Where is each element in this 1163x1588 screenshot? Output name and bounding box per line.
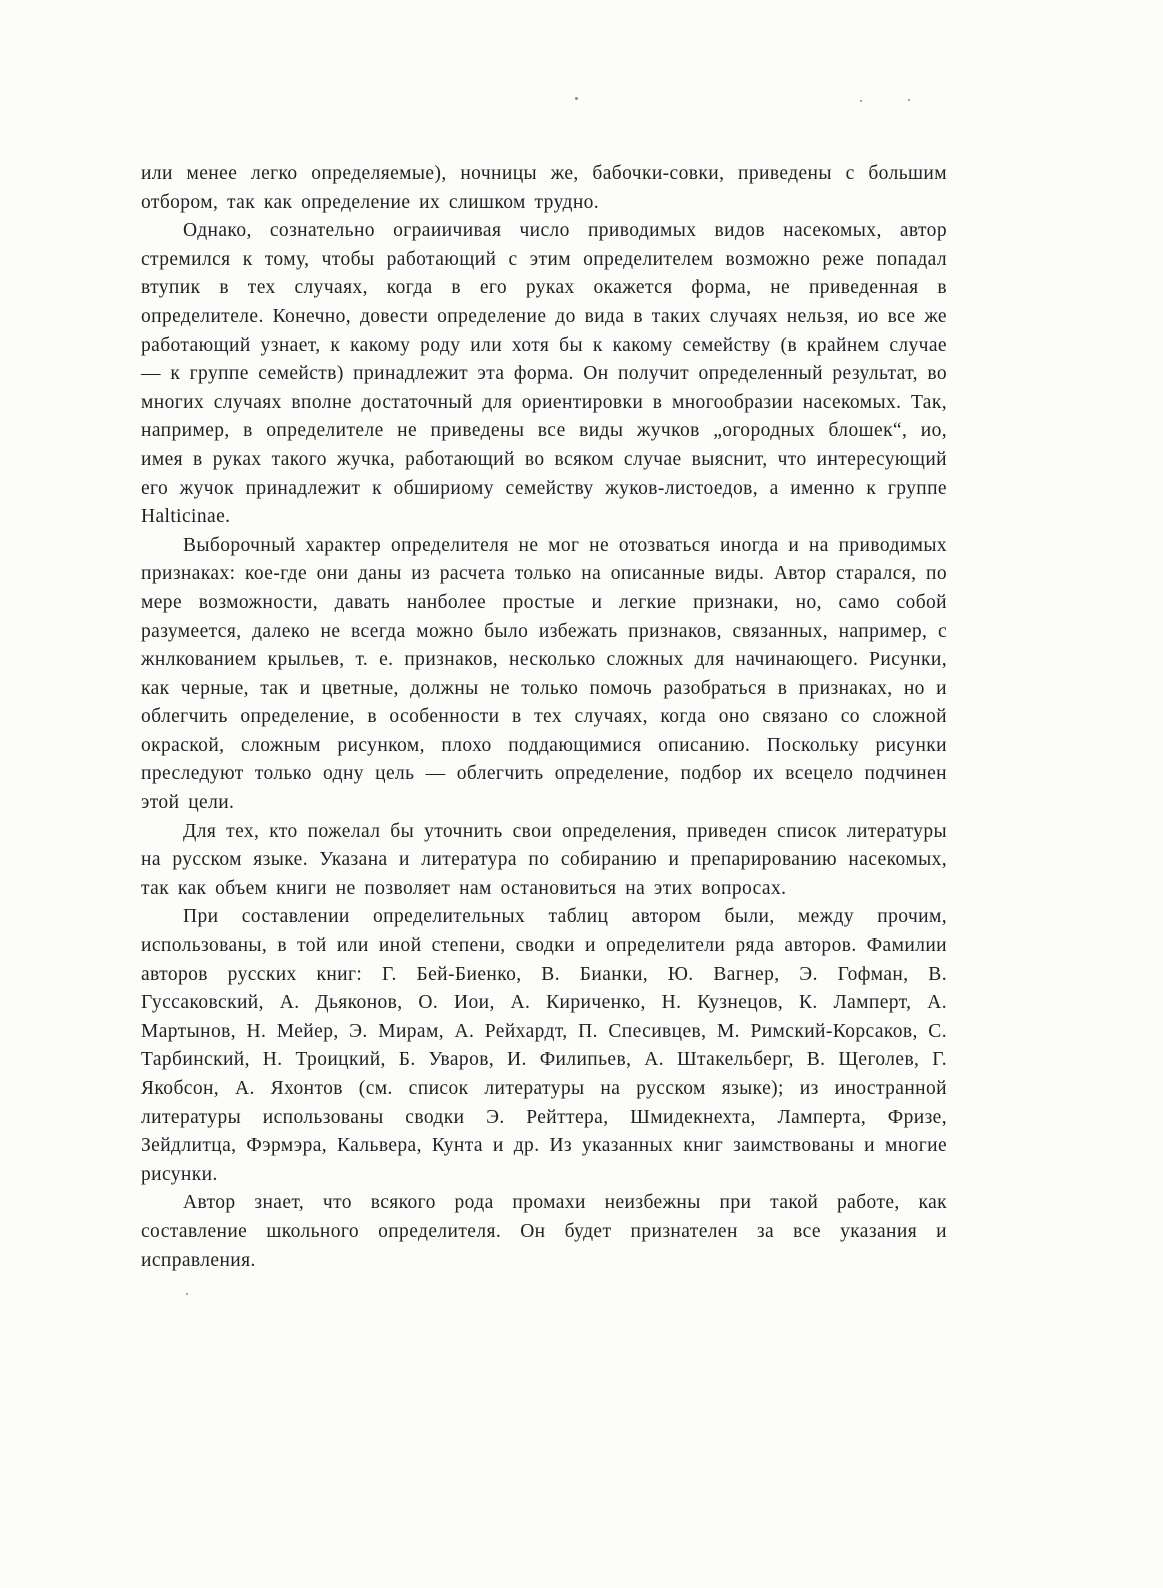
page-text-block bbox=[141, 160, 947, 1275]
paragraph: Автор знает, что всякого рода промахи неизбежны при такой работе, как составление школьного определителя. Он будет признателен за все указания и исправления. bbox=[141, 1192, 947, 1271]
paragraph: Однако, сознательно ограиичивая число приводимых видов насекомых, автор стремился к тому, чтобы работающий с этим определителем возможно реже попадал втупик в тех случаях, когда в его руках окажется форма, не приведенная в определителе. Конечно, довести определение до вида в таких случаях нельзя, ио все же работающий узнает, к какому роду или хотя бы к какому семейству (в крайнем случае — к группе семейств) принадлежит эта форма. Он получит определенный результат, во многих случаях вполне достаточный для ориентировки в многообразии насекомых. Так, например, в определителе не приведены все виды жучков „огородных блошек“, ио, имея в руках такого жучка, работающий во всяком случае выяснит, что интересующий его жучок принадлежит к обшириому семейству жуков-листоедов, а именно к группе Halticinae. bbox=[141, 220, 947, 528]
scan-speck bbox=[186, 1293, 188, 1295]
paragraph: Выборочный характер определителя не мог не отозваться иногда и на приводимых признаках: кое-где они даны из расчета только на описанные виды. Автор старался, по мере возможности, давать нанболее простые и легкие признаки, но, само собой разумеется, далеко не всегда можно было избежать признаков, связанных, например, с жнлкованием крыльев, т. е. признаков, несколько сложных для начинающего. Рисунки, как черные, так и цветные, должны не только помочь разобраться в признаках, но и облегчить определение, в особенности в тех случаях, когда оно связано со сложной окраской, сложным рисунком, плохо поддающимися описанию. Поскольку рисунки преследуют только одну цель — облегчить определение, подбор их всецело подчинен этой цели. bbox=[141, 534, 947, 814]
paragraph-continuation: или менее легко определяемые), ночницы же, бабочки-совки, приведены с большим отбором, так как определение их слишком трудно. bbox=[141, 163, 947, 213]
paragraph: При составлении определительных таблиц автором были, между прочим, использованы, в той или иной степени, сводки и определители ряда авторов. Фамилии авторов русских книг: Г. Бей-Биенко, В. Бианки, Ю. Вагнер, Э. Гофман, В. Гуссаковский, А. Дьяконов, О. Иои, А. Кириченко, Н. Кузнецов, К. Ламперт, А. Мартынов, Н. Мейер, Э. Мирам, А. Рейхардт, П. Спесивцев, М. Римский-Корсаков, С. Тарбинский, Н. Троицкий, Б. Уваров, И. Филипьев, А. Штакельберг, В. Щеголев, Г. Якобсон, А. Яхонтов (см. список литературы на русском языке); из иностранной литературы использованы сводки Э. Рейттера, Шмидекнехта, Ламперта, Фризе, Зейдлитца, Фэрмэра, Кальвера, Кунта и др. Из указанных книг заимствованы и многие рисунки. bbox=[141, 906, 947, 1185]
scan-speck bbox=[575, 97, 578, 100]
scan-speck bbox=[860, 100, 862, 102]
scan-speck bbox=[908, 99, 910, 101]
paragraph: Для тех, кто пожелал бы уточнить свои определения, приведен список литературы на русском языке. Указана и литература по собиранию и препарированию насекомых, так как объем книги не позволяет нам остановиться на этих вопросах. bbox=[141, 820, 947, 899]
